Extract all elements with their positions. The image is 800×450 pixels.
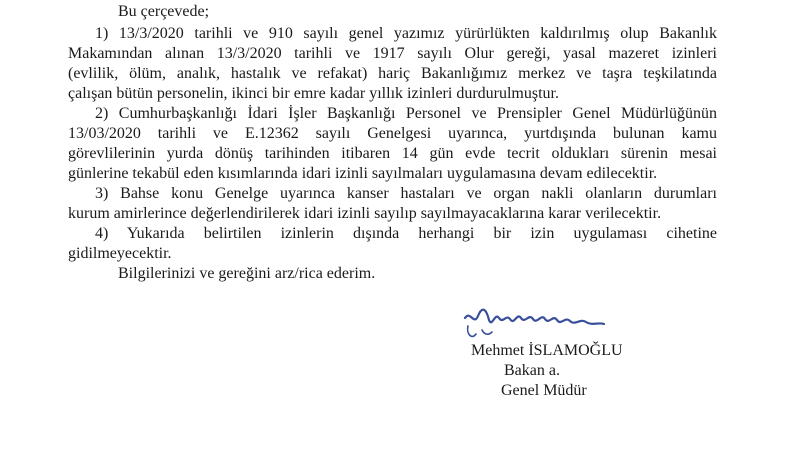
paragraph-3-line-2: kurum amirlerince değerlendirilerek idari izinli sayılıp sayılmayacaklarına karar verilecektir. [68, 205, 662, 222]
closing-line: Bilgilerinizi ve gereğini arz/rica ederim. [118, 265, 376, 282]
paragraph-2-line-4: günlerine tekabül eden kısımlarında idari izinli sayılmaları uygulamasına devam edilecektir. [68, 165, 658, 182]
paragraph-1-line-2: Makamından alınan 13/3/2020 tarihli ve 1917 sayılı Olur gereği, yasal mazeret izinleri [68, 45, 717, 62]
paragraph-1-line-4: çalışan bütün personelin, ikinci bir emre kadar yıllık izinleri durdurulmuştur. [68, 85, 559, 102]
paragraph-4-line-2: gidilmeyecektir. [68, 245, 172, 262]
paragraph-1-line-1: 1) 13/3/2020 tarihli ve 910 sayılı genel yazımız yürürlükten kaldırılmış olup Bakanlık [95, 25, 717, 42]
paragraph-4-line-1: 4) Yukarıda belirtilen izinlerin dışında herhangi bir izin uygulaması cihetine [95, 225, 717, 242]
signatory-name: Mehmet İSLAMOĞLU [471, 342, 623, 359]
paragraph-2-line-2: 13/03/2020 tarihli ve E.12362 sayılı Genelgesi uyarınca, yurtdışında bulunan kamu [68, 125, 717, 142]
signatory-title-line-2: Genel Müdür [501, 382, 587, 399]
paragraph-2-line-1: 2) Cumhurbaşkanlığı İdari İşler Başkanlığı Personel ve Prensipler Genel Müdürlüğünün [95, 105, 717, 122]
greeting: Bu çerçevede; [118, 3, 210, 20]
paragraph-2-line-3: görevlilerinin yurda dönüş tarihinden itibaren 14 gün evde tecrit oldukları sürenin mesai [68, 145, 717, 162]
paragraph-1-line-3: (evlilik, ölüm, analık, hastalık ve refakat) hariç Bakanlığımız merkez ve taşra teşkilatında [68, 65, 717, 82]
signatory-title-line-1: Bakan a. [504, 362, 560, 379]
paragraph-3-line-1: 3) Bahse konu Genelge uyarınca kanser hastaları ve organ nakli olanların durumları [95, 185, 717, 202]
